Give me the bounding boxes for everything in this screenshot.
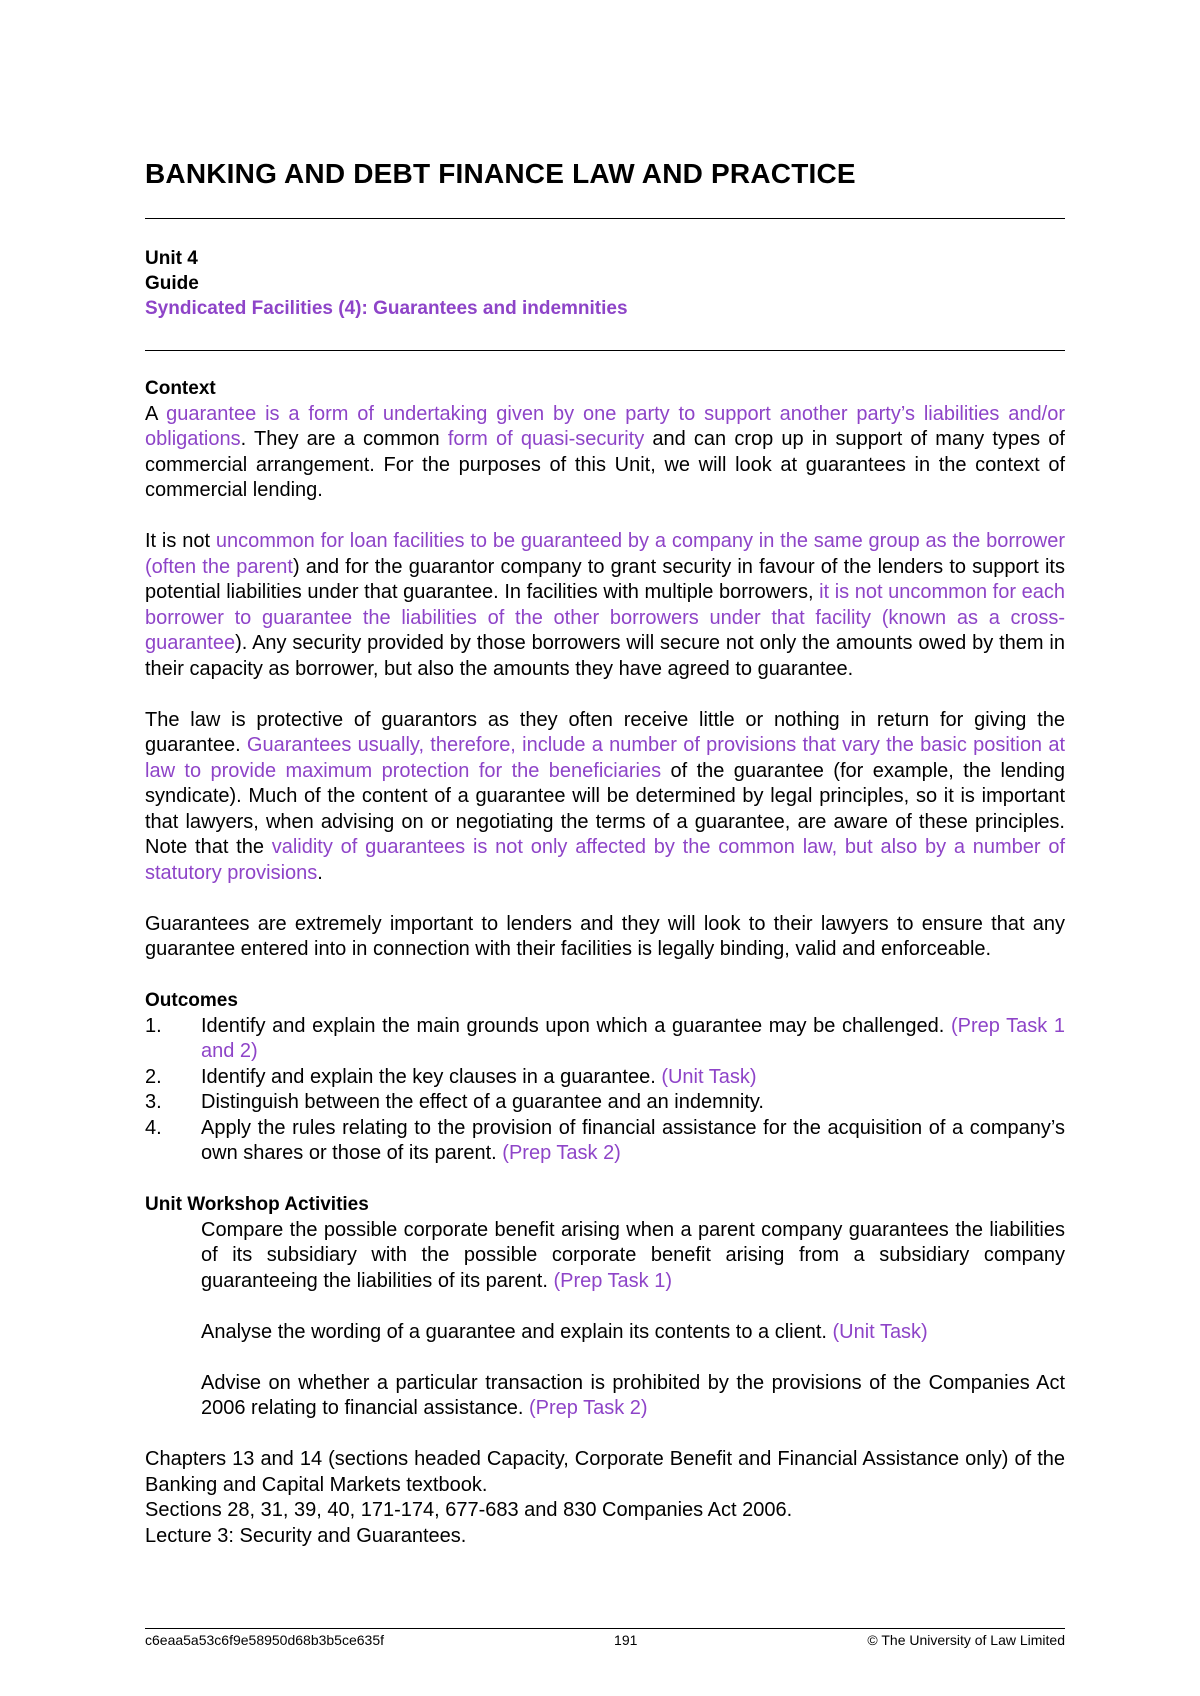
context-paragraph-4 — [145, 912, 1065, 963]
highlighted-text: guarantee is a form of undertaking given by one party to support another party’s liabilities and/or obligations — [145, 402, 1065, 450]
outcomes-heading: Outcomes — [145, 990, 238, 1011]
body-text: . They are a common — [240, 428, 448, 450]
highlighted-text: form of quasi-security — [447, 428, 645, 450]
outcome-number: 2. — [145, 1065, 162, 1088]
body-text: and can crop up in support of many types of commercial arrangement. For the purposes of this Unit, we will look at guarantees in the context of commercial lending. — [145, 428, 1065, 501]
body-text: of the guarantee (for example, the lending syndicate). Much of the content of a guarantee will be determined by legal principles, so it is important that lawyers, when advising on or negotiating the terms of a guarantee, are aware of these principles. Note that the — [145, 759, 1065, 858]
outcome-text: Identify and explain the key clauses in a guarantee. (Unit Task) — [201, 1065, 757, 1088]
unit-number: Unit 4 — [145, 248, 198, 269]
reading-item: Chapters 13 and 14 (sections headed Capacity, Corporate Benefit and Financial Assistance only) of the Banking and Capital Markets textbook. — [145, 1448, 1065, 1496]
body-text: Guarantees are extremely important to lenders and they will look to their lawyers to ensure that any guarantee entered into in connection with their facilities is legally binding, valid and enforceable. — [145, 912, 1065, 960]
highlighted-text: it is not uncommon for each borrower to guarantee the liabilities of the other borrowers under that facility (known as a cross-guarantee — [145, 581, 1065, 654]
context-paragraph-2 — [145, 529, 1065, 682]
outcome-number: 1. — [145, 1014, 162, 1037]
outcome-number: 3. — [145, 1091, 162, 1113]
highlighted-text: validity of guarantees is not only affected by the common law, but also by a number of statutory provisions — [145, 836, 1066, 884]
workshop-heading: Unit Workshop Activities — [145, 1194, 369, 1215]
reading-list — [145, 1447, 1065, 1549]
page-footer — [145, 1628, 1065, 1648]
body-text: ) and for the guarantor company to grant security in favour of the lenders to support its potential liabilities under that guarantee. In facilities with multiple borrowers, — [145, 555, 1065, 603]
body-text: It is not — [145, 530, 216, 552]
outcome-task-ref: (Prep Task 2) — [502, 1142, 621, 1164]
workshop-task-ref: (Prep Task 1) — [553, 1269, 673, 1292]
unit-type: Guide — [145, 273, 199, 294]
context-paragraph-1 — [145, 402, 1065, 504]
workshop-task-ref: (Unit Task) — [832, 1320, 928, 1343]
outcome-number: 4. — [145, 1116, 162, 1139]
page-number: 191 — [614, 1632, 638, 1648]
unit-subtitle: Syndicated Facilities (4): Guarantees and indemnities — [145, 298, 628, 319]
workshop-activity: Compare the possible corporate benefit arising when a parent company guarantees the liabilities of its subsidiary with the possible corporate benefit arising from a subsidiary company guaranteeing the liabilities of its parent. (Prep Task 1) — [201, 1218, 1065, 1292]
document-id: c6eaa5a53c6f9e58950d68b3b5ce635f — [145, 1632, 385, 1648]
context-paragraph-3 — [145, 708, 1065, 887]
outcome-text: Distinguish between the effect of a guarantee and an indemnity. — [201, 1091, 764, 1113]
workshop-activity: Advise on whether a particular transaction is prohibited by the provisions of the Companies Act 2006 relating to financial assistance. (Prep Task 2) — [201, 1371, 1065, 1419]
workshop-activity: Analyse the wording of a guarantee and explain its contents to a client. (Unit Task) — [201, 1320, 928, 1343]
body-text: ). Any security provided by those borrowers will secure not only the amounts owed by them in their capacity as borrower, but also the amounts they have agreed to guarantee. — [145, 632, 1065, 680]
outcome-task-ref: (Prep Task 1 and 2) — [201, 1014, 1065, 1062]
main-content — [145, 376, 1065, 1549]
context-heading: Context — [145, 378, 216, 399]
reading-item: Sections 28, 31, 39, 40, 171-174, 677-683 and 830 Companies Act 2006. — [145, 1499, 793, 1521]
unit-heading-block — [145, 246, 628, 321]
body-text: A — [145, 402, 167, 425]
outcome-text: Apply the rules relating to the provision of financial assistance for the acquisition of a company’s own shares or those of its parent. (Prep Task 2) — [201, 1116, 1065, 1164]
outcome-item — [145, 1116, 1065, 1167]
outcome-item — [145, 1014, 1065, 1065]
highlighted-text: Guarantees usually, therefore, include a number of provisions that vary the basic position at law to provide maximum protection for the beneficiaries — [145, 734, 1065, 782]
highlighted-text: uncommon for loan facilities to be guaranteed by a company in the same group as the borrower (often the parent — [145, 530, 1065, 578]
document-page — [145, 0, 1065, 1696]
outcome-text: Identify and explain the main grounds upon which a guarantee may be challenged. (Prep Task 1 and 2) — [201, 1014, 1065, 1062]
reading-item: Lecture 3: Security and Guarantees. — [145, 1524, 467, 1547]
outcome-item — [145, 1065, 1065, 1091]
outcomes-list — [145, 1014, 1065, 1167]
body-text: The law is protective of guarantors as they often receive little or nothing in return for giving the guarantee. — [145, 708, 1065, 756]
outcome-task-ref: (Unit Task) — [661, 1065, 757, 1088]
copyright-notice: © The University of Law Limited — [867, 1632, 1065, 1648]
body-text: . — [317, 861, 323, 884]
workshop-task-ref: (Prep Task 2) — [528, 1397, 648, 1419]
unit-divider — [145, 350, 1065, 351]
title-divider — [145, 218, 1065, 219]
workshop-activities — [145, 1218, 1065, 1422]
outcome-item — [145, 1090, 1065, 1116]
document-title: BANKING AND DEBT FINANCE LAW AND PRACTICE — [145, 158, 856, 189]
